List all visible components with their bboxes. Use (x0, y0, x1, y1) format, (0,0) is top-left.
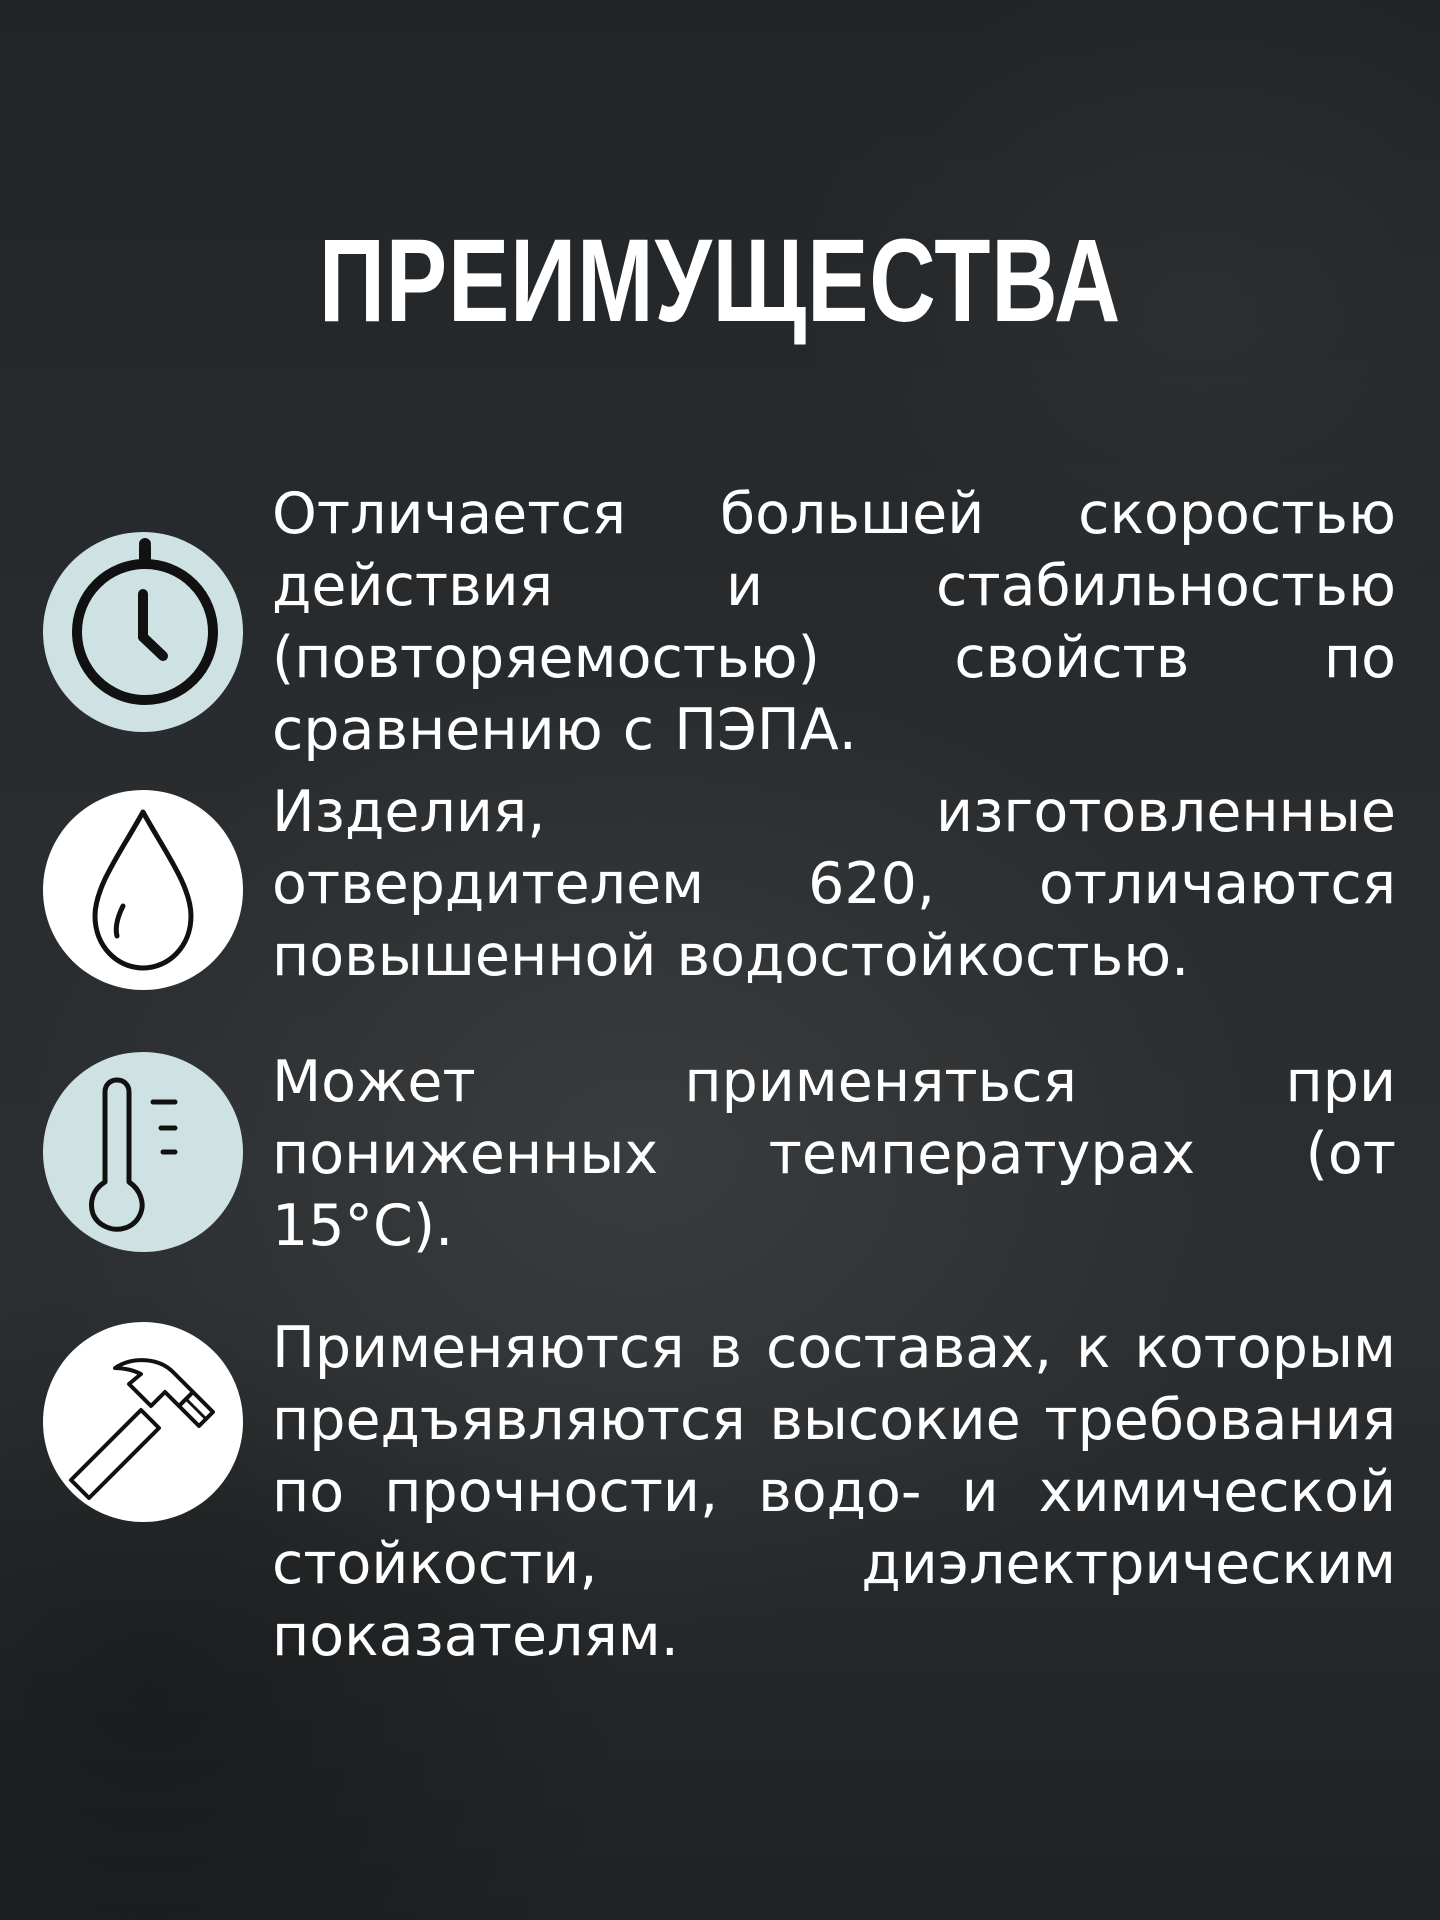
advantage-text-water-resistance: Изделия, изготовленные отвердителем 620, отличаются повышенной водостойкостью. (272, 779, 1396, 989)
stopwatch-icon (43, 532, 243, 732)
page-title: ПРЕИМУЩЕСТВА (318, 215, 1122, 347)
water-drop-icon-circle (43, 790, 243, 990)
stopwatch-icon-circle (43, 532, 243, 732)
advantage-text-strength: Применяются в составах, к которым предъявляются высокие требования по прочности, водо- и химической стойкости, диэлектрическим показателям. (272, 1315, 1396, 1669)
hammer-icon-circle (43, 1322, 243, 1522)
water-drop-icon (43, 790, 243, 990)
thermometer-icon-circle (43, 1052, 243, 1252)
hammer-icon (43, 1322, 243, 1522)
advantage-text-low-temperature: Может применяться при пониженных температурах (от 15°С). (272, 1049, 1396, 1259)
advantage-text-speed: Отличается большей скоростью действия и стабильностью (повторяемостью) свойств по сравнению с ПЭПА. (272, 481, 1396, 763)
thermometer-icon (43, 1052, 243, 1252)
